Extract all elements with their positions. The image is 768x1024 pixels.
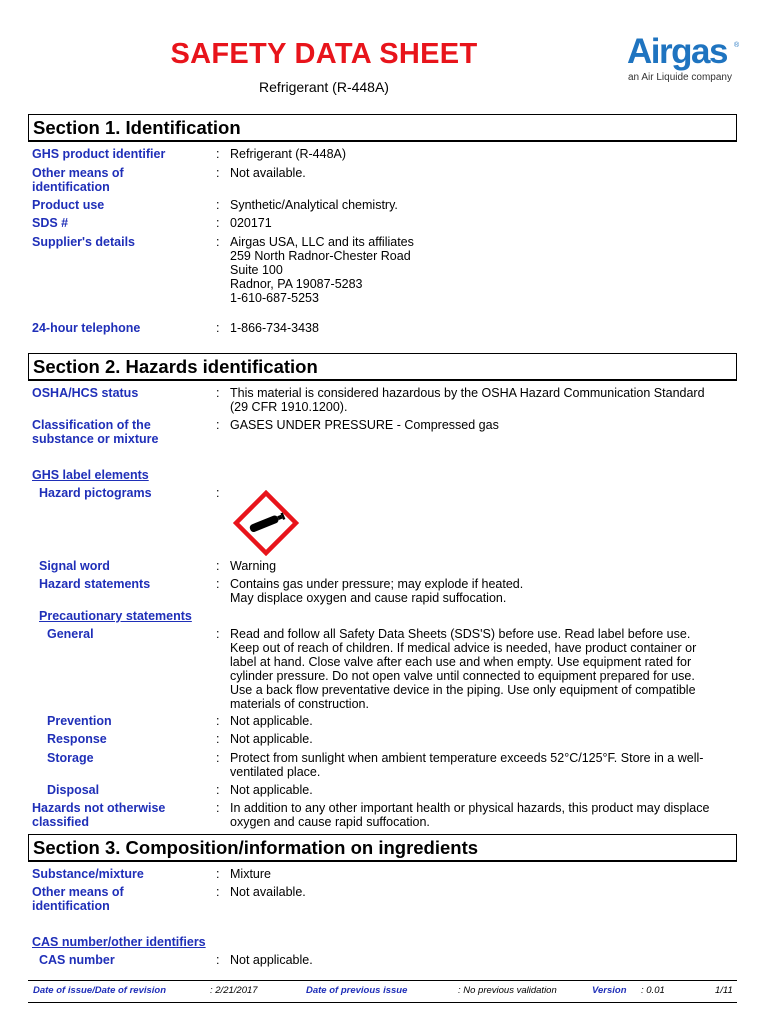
text-line: label at hand. Close valve after each use and when empty. Use equipment rated for xyxy=(230,655,692,669)
disposal-value: Not applicable. xyxy=(230,783,313,797)
text-line: Contains gas under pressure; may explode if heated. xyxy=(230,577,524,591)
logo-tagline: an Air Liquide company xyxy=(628,72,732,83)
label-line: classified xyxy=(32,815,89,829)
colon: : xyxy=(216,216,220,230)
colon: : xyxy=(216,198,220,212)
text-line: Keep out of reach of children. If medical advice is needed, have product container or xyxy=(230,641,697,655)
version-label: Version xyxy=(592,985,627,996)
supplier-line: Suite 100 xyxy=(230,263,283,277)
osha-status-value xyxy=(230,386,730,414)
response-label: Response xyxy=(47,732,107,746)
product-use-label: Product use xyxy=(32,198,105,212)
label-line: identification xyxy=(32,899,110,913)
colon: : xyxy=(216,386,220,400)
cas-number-value: Not applicable. xyxy=(230,953,313,967)
colon: : xyxy=(216,732,220,746)
storage-value xyxy=(230,751,730,779)
text-line: (29 CFR 1910.1200). xyxy=(230,400,348,414)
product-subtitle: Refrigerant (R-448A) xyxy=(259,79,389,95)
text-line: This material is considered hazardous by the OSHA Hazard Communication Standard xyxy=(230,386,705,400)
gas-cylinder-pictogram-icon xyxy=(233,490,299,556)
substance-mixture-value: Mixture xyxy=(230,867,271,881)
general-label: General xyxy=(47,627,94,641)
text-line: oxygen and cause rapid suffocation. xyxy=(230,815,430,829)
colon: : xyxy=(216,627,220,641)
previous-issue-value: : No previous validation xyxy=(458,985,557,996)
issue-date-label: Date of issue/Date of revision xyxy=(33,985,167,996)
sds-number-label: SDS # xyxy=(32,216,69,230)
signal-word-value: Warning xyxy=(230,559,277,573)
disposal-label: Disposal xyxy=(47,783,100,797)
label-line: Hazards not otherwise xyxy=(32,801,166,815)
text-line: In addition to any other important health or physical hazards, this product may displace xyxy=(230,801,710,815)
telephone-value: 1-866-734-3438 xyxy=(230,321,319,335)
text-line: materials of construction. xyxy=(230,697,369,711)
response-value: Not applicable. xyxy=(230,732,313,746)
section-3-title: Section 3. Composition/information on ingredients xyxy=(33,837,479,858)
other-means-value: Not available. xyxy=(230,166,306,180)
section-2-title: Section 2. Hazards identification xyxy=(33,356,318,377)
osha-status-label: OSHA/HCS status xyxy=(32,386,139,400)
supplier-details-value xyxy=(230,235,730,305)
ghs-label-elements-heading: GHS label elements xyxy=(32,468,149,482)
storage-label: Storage xyxy=(47,751,94,765)
supplier-line: 259 North Radnor-Chester Road xyxy=(230,249,411,263)
telephone-label: 24-hour telephone xyxy=(32,321,141,335)
text-line: ventilated place. xyxy=(230,765,321,779)
ghs-product-identifier-value: Refrigerant (R-448A) xyxy=(230,147,347,161)
colon: : xyxy=(216,235,220,249)
section-3-header xyxy=(28,834,737,862)
supplier-line: Radnor, PA 19087-5283 xyxy=(230,277,363,291)
classification-value: GASES UNDER PRESSURE - Compressed gas xyxy=(230,418,499,432)
registered-mark-icon: ® xyxy=(734,42,740,49)
text-line: Use a back flow preventative device in the piping. Use only equipment of compatible xyxy=(230,683,696,697)
hazard-statements-label: Hazard statements xyxy=(39,577,151,591)
hazard-statements-value xyxy=(230,577,730,605)
sds-number-value: 020171 xyxy=(230,216,272,230)
issue-date-value: : 2/21/2017 xyxy=(210,985,258,996)
text-line: Protect from sunlight when ambient temperature exceeds 52°C/125°F. Store in a well- xyxy=(230,751,704,765)
substance-mixture-label: Substance/mixture xyxy=(32,867,144,881)
document-title: SAFETY DATA SHEET xyxy=(170,38,478,70)
colon: : xyxy=(216,559,220,573)
colon: : xyxy=(216,953,220,967)
footer-bottom-rule xyxy=(28,1002,737,1003)
previous-issue-label: Date of previous issue xyxy=(306,985,408,996)
colon: : xyxy=(216,783,220,797)
general-value xyxy=(230,627,730,711)
label-line: Classification of the xyxy=(32,418,151,432)
colon: : xyxy=(216,166,220,180)
colon: : xyxy=(216,801,220,815)
text-line: May displace oxygen and cause rapid suffocation. xyxy=(230,591,507,605)
label-line: substance or mixture xyxy=(32,432,159,446)
cas-identifiers-heading: CAS number/other identifiers xyxy=(32,935,206,949)
other-means-label xyxy=(32,885,124,913)
colon: : xyxy=(216,577,220,591)
cas-number-label: CAS number xyxy=(39,953,115,967)
label-line: Other means of xyxy=(32,166,124,180)
text-line: cylinder pressure. Do not open valve until connected to equipment prepared for use. xyxy=(230,669,695,683)
signal-word-label: Signal word xyxy=(39,559,110,573)
colon: : xyxy=(216,147,220,161)
supplier-line: Airgas USA, LLC and its affiliates xyxy=(230,235,414,249)
hazard-pictograms-label: Hazard pictograms xyxy=(39,486,152,500)
colon: : xyxy=(216,418,220,432)
colon: : xyxy=(216,751,220,765)
colon: : xyxy=(216,885,220,899)
classification-label xyxy=(32,418,158,446)
other-means-label xyxy=(32,166,124,194)
colon: : xyxy=(216,486,220,500)
hnoc-label xyxy=(32,801,165,829)
label-line: Other means of xyxy=(32,885,124,899)
section-2-header xyxy=(28,353,737,381)
version-value: : 0.01 xyxy=(641,985,665,996)
footer-top-rule xyxy=(28,980,737,981)
supplier-details-label: Supplier's details xyxy=(32,235,136,249)
hnoc-value xyxy=(230,801,730,829)
other-means-value: Not available. xyxy=(230,885,306,899)
section-1-title: Section 1. Identification xyxy=(33,117,241,138)
ghs-product-identifier-label: GHS product identifier xyxy=(32,147,166,161)
colon: : xyxy=(216,321,220,335)
section-1-header xyxy=(28,114,737,142)
airgas-logo xyxy=(622,32,740,88)
logo-text: Airgas xyxy=(627,32,727,71)
text-line: Read and follow all Safety Data Sheets (SDS'S) before use. Read label before use. xyxy=(230,627,691,641)
colon: : xyxy=(216,867,220,881)
colon: : xyxy=(216,714,220,728)
prevention-value: Not applicable. xyxy=(230,714,313,728)
label-line: identification xyxy=(32,180,110,194)
supplier-line: 1-610-687-5253 xyxy=(230,291,319,305)
precautionary-statements-heading: Precautionary statements xyxy=(39,609,192,623)
page-number: 1/11 xyxy=(715,985,733,996)
prevention-label: Prevention xyxy=(47,714,112,728)
product-use-value: Synthetic/Analytical chemistry. xyxy=(230,198,398,212)
